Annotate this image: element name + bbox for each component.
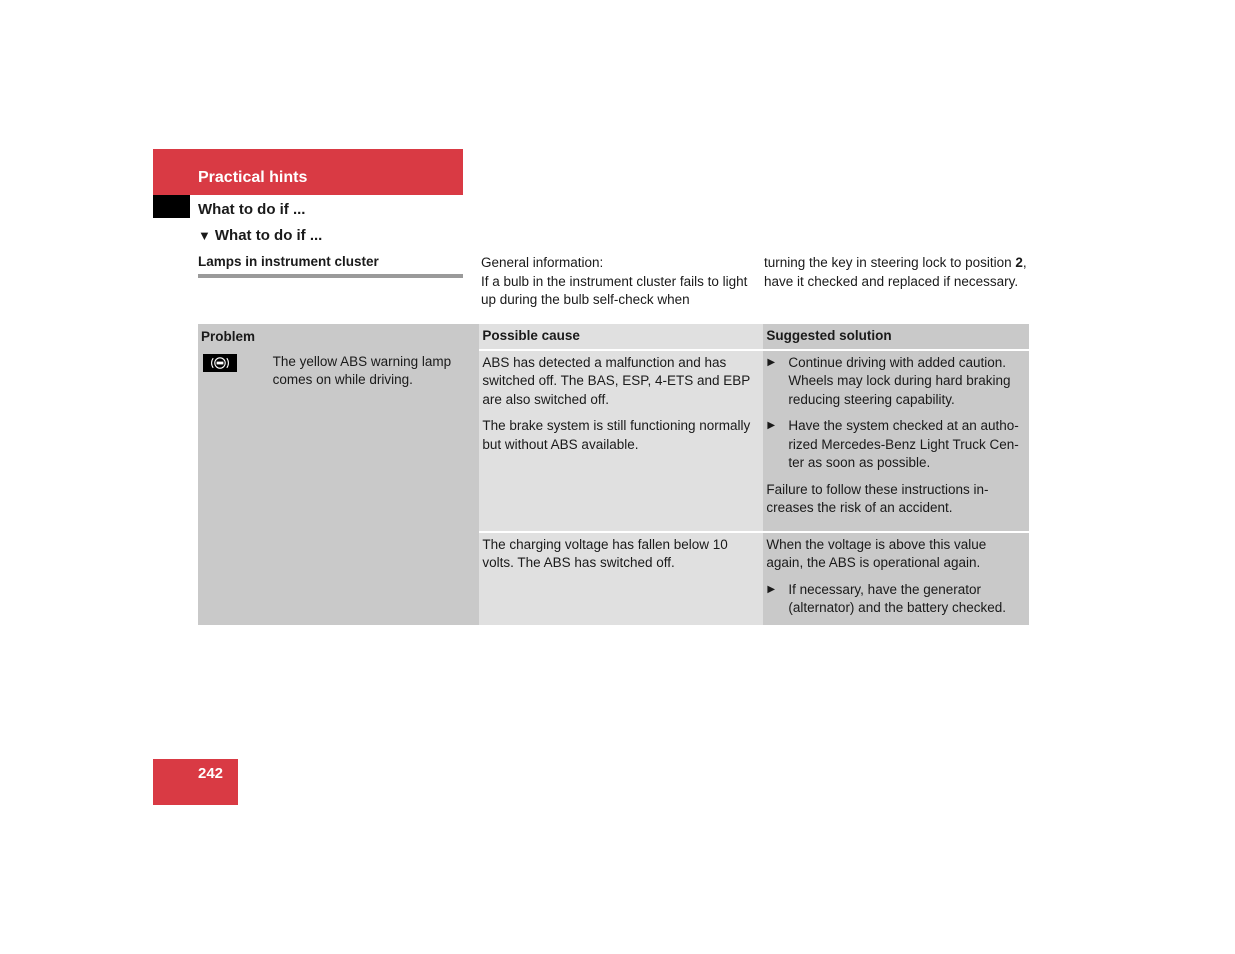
- solution-step: [766, 417, 1026, 473]
- general-info-label: General information:: [481, 255, 604, 270]
- problem-icon-cell: [198, 350, 268, 625]
- general-info-text-2a: turning the key in steering lock to position: [764, 255, 1016, 270]
- cause-paragraph: ABS has detected a malfunction and has switched off. The BAS, ESP, 4-ETS and EBP are also switched off.: [482, 354, 751, 407]
- solution-warning: Failure to follow these instructions increases the risk of an accident.: [766, 481, 989, 515]
- cause-cell: [479, 350, 763, 532]
- general-info-text-2b: , have it checked and replaced if necessary.: [764, 255, 1027, 289]
- solution-cell: [763, 532, 1029, 625]
- table-row: [198, 350, 1029, 532]
- lamps-heading: Lamps in instrument cluster: [198, 254, 463, 278]
- page-number: 242: [198, 765, 224, 782]
- header-cause: Possible cause: [479, 324, 763, 350]
- solution-step-text: Continue driving with added caution. Wheels may lock during hard braking reducing steering capability.: [788, 354, 1011, 407]
- bullet-arrow-icon: ▶: [767, 420, 776, 431]
- solution-step-text: If necessary, have the generator (alternator) and the battery checked.: [788, 581, 1007, 615]
- triangle-down-icon: ▼: [198, 228, 211, 243]
- abs-warning-lamp-icon: [203, 354, 237, 372]
- bullet-arrow-icon: ▶: [767, 356, 776, 368]
- page-number-box: [153, 759, 238, 805]
- section-title-text: What to do if ...: [214, 227, 323, 244]
- bullet-arrow-icon: ▶: [767, 583, 776, 595]
- cause-paragraph: The brake system is still functioning normally but without ABS available.: [482, 418, 751, 452]
- header-problem: Problem: [198, 324, 479, 350]
- solution-step: [766, 354, 1026, 410]
- problem-description: The yellow ABS warning lamp comes on while driving.: [268, 350, 480, 625]
- chapter-title: Practical hints: [198, 169, 308, 186]
- general-info-text-1: If a bulb in the instrument cluster fails to light up during the bulb self-check when: [481, 273, 748, 307]
- solution-step-text: Have the system checked at an authorized Mercedes-Benz Light Truck Center as soon as possible.: [788, 418, 1019, 470]
- solution-step: [766, 581, 1026, 618]
- solution-cell: [763, 350, 1029, 532]
- general-info-col2: [764, 254, 1034, 291]
- general-info-col1: [481, 254, 751, 310]
- table-header-row: [198, 324, 1029, 350]
- key-position: 2: [1015, 255, 1023, 270]
- cause-cell: [479, 532, 763, 625]
- solution-paragraph: When the voltage is above this value again, the ABS is operational again.: [766, 536, 987, 570]
- header-solution: Suggested solution: [763, 324, 1029, 350]
- cause-paragraph: The charging voltage has fallen below 10 volts. The ABS has switched off.: [482, 536, 728, 570]
- page-subtitle: What to do if ...: [198, 201, 306, 218]
- section-title: [198, 227, 322, 244]
- troubleshooting-table: [198, 324, 1029, 625]
- chapter-tab-marker: [153, 195, 190, 218]
- chapter-header: [153, 149, 463, 195]
